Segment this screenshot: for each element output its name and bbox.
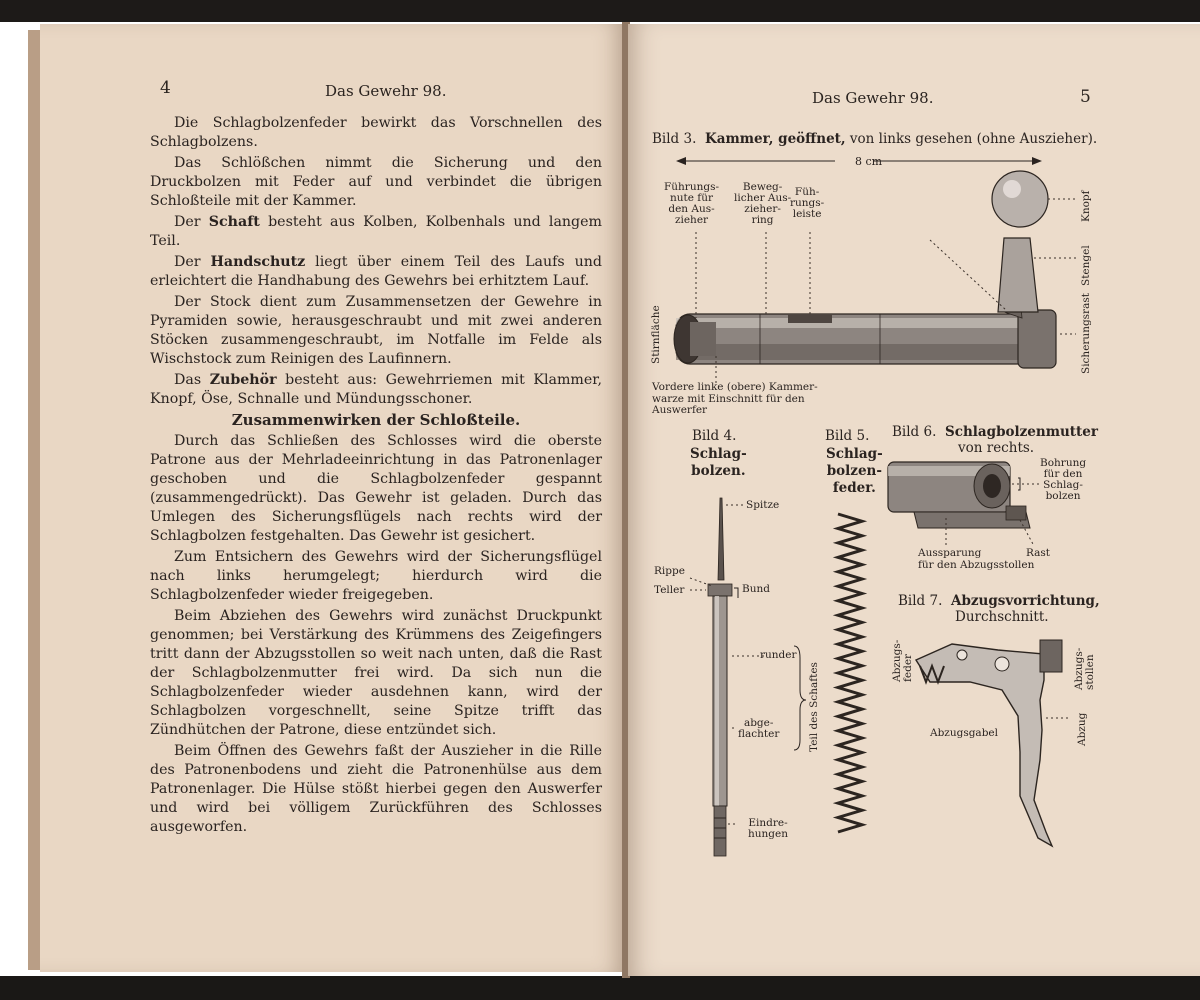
paragraph: Die Schlagbolzenfeder bewirkt das Vorschnellen des Schlagbolzens. — [150, 115, 602, 150]
label-rippe: Rippe — [654, 565, 685, 577]
label-bund: Bund — [742, 583, 770, 595]
page-number-right: 5 — [1080, 87, 1091, 107]
label-abgeflachter: abge- flachter — [738, 717, 780, 740]
term-schaft: Schaft — [208, 214, 260, 230]
label-abzugsfeder: Abzugs- feder — [891, 639, 914, 682]
label-stirnflaeche: Stirnfläche — [650, 305, 662, 364]
label-fuehrungsnute: Führungs- nute für den Aus- zieher — [664, 181, 720, 226]
fig7-caption: Bild 7. Abzugsvorrichtung, — [898, 593, 1100, 609]
label-bohrung: Bohrung für den Schlag- bolzen — [1040, 457, 1087, 502]
label-abzugsgabel: Abzugsgabel — [930, 727, 998, 739]
running-head-right: Das Gewehr 98. — [812, 89, 934, 107]
label-eindrehungen: Eindre- hungen — [748, 817, 788, 840]
label-kammerwarze: Vordere linke (obere) Kammer- warze mit Einschnitt für den Auswerfer — [652, 381, 818, 416]
fig4-caption-title: Schlag- bolzen. — [690, 446, 747, 479]
fig6-caption-sub: von rechts. — [958, 440, 1035, 456]
label-abzugsstollen: Abzugs- stollen — [1073, 647, 1096, 690]
fig5-caption-title: Schlag- bolzen- feder. — [826, 446, 883, 496]
paragraph: Zum Entsichern des Gewehrs wird der Sicherungsflügel nach links herumgelegt; hierdurch wird die Schlagbolzenfeder wieder freigegeben. — [150, 549, 602, 603]
paragraph: Der Stock dient zum Zusammensetzen der Gewehre in Pyramiden sowie, herausgeschraubt und mit zwei anderen Stöcken zusammengeschraubt, im Notfalle im Felde als Wischstock zum Reinigen des Laufinnern. — [150, 294, 602, 367]
section-heading: Zusammenwirken der Schloßteile. — [231, 411, 521, 429]
fig3-dimension: 8 cm — [855, 155, 883, 168]
fig6-caption: Bild 6. Schlagbolzenmutter — [892, 424, 1098, 440]
label-runder: runder — [760, 649, 797, 661]
label-aussparung: Aussparung für den Abzugsstollen — [918, 547, 1035, 571]
label-beweglicher-auszieherring: Beweg- licher Aus- zieher- ring — [734, 181, 792, 226]
paragraph: Das Zubehör besteht aus: Gewehrriemen mit Klammer, Knopf, Öse, Schnalle und Mündungsschoner. — [150, 372, 602, 407]
fig3-caption: Bild 3. Kammer, geöffnet, von links gesehen (ohne Auszieher). — [652, 131, 1098, 147]
fig4-caption-number: Bild 4. — [692, 428, 737, 444]
term-handschutz: Handschutz — [210, 254, 306, 270]
running-head-left: Das Gewehr 98. — [325, 82, 447, 100]
label-knopf: Knopf — [1080, 190, 1092, 222]
label-stengel: Stengel — [1080, 245, 1092, 286]
paragraph: Das Schlößchen nimmt die Sicherung und den Druckbolzen mit Feder auf und verbindet die übrigen Schloßteile mit der Kammer. — [150, 155, 602, 209]
fig5-caption-number: Bild 5. — [825, 428, 870, 444]
label-spitze: Spitze — [746, 499, 780, 511]
paragraph: Beim Abziehen des Gewehrs wird zunächst Druckpunkt genommen; bei Verstärkung des Krümmens des Zeigefingers tritt dann der Abzugsstollen so weit nach unten, daß die Rast der Schlagbolzenmutter frei wird. Da sich nun die Schlagbolzenfeder wieder ausdehnen kann, wird der Schlagbolzen vorgeschnellt, seine Spitze trifft das Zündhütchen der Patrone, diese entzündet sich. — [150, 608, 602, 738]
paragraph: Der Schaft besteht aus Kolben, Kolbenhals und langem Teil. — [150, 214, 602, 249]
label-abzug: Abzug — [1076, 712, 1088, 746]
label-fuehrungsleiste: Füh- rungs- leiste — [790, 186, 825, 220]
label-teller: Teller — [654, 584, 685, 596]
fig7-caption-sub: Durchschnitt. — [955, 609, 1049, 625]
page-number-left: 4 — [160, 78, 171, 98]
paragraph: Der Handschutz liegt über einem Teil des Laufs und erleichtert die Handhabung des Gewehrs bei erhitztem Lauf. — [150, 254, 602, 289]
paragraph: Beim Öffnen des Gewehrs faßt der Auszieher in die Rille des Patronenbodens und zieht die Patronenhülse aus dem Patronenlager. Die Hülse stößt hierbei gegen den Auswerfer und wird bei völligem Zurückführen des Schlosses ausgeworfen. — [150, 743, 602, 835]
term-zubehoer: Zubehör — [209, 372, 277, 388]
label-sicherungsrast: Sicherungsrast — [1080, 293, 1092, 374]
paragraph: Durch das Schließen des Schlosses wird die oberste Patrone aus der Mehrladeeinrichtung in das Patronenlager geschoben und die Schlagbolzenfeder gespannt (zusammengedrückt). Das Gewehr ist geladen. Durch das Umlegen des Sicherungsflügels nach rechts wird der Schlagbolzen festgehalten. Das Gewehr ist gesichert. — [150, 433, 602, 544]
label-rast: Rast — [1026, 547, 1051, 559]
label-teil-des-schaftes: Teil des Schaftes — [808, 662, 820, 752]
